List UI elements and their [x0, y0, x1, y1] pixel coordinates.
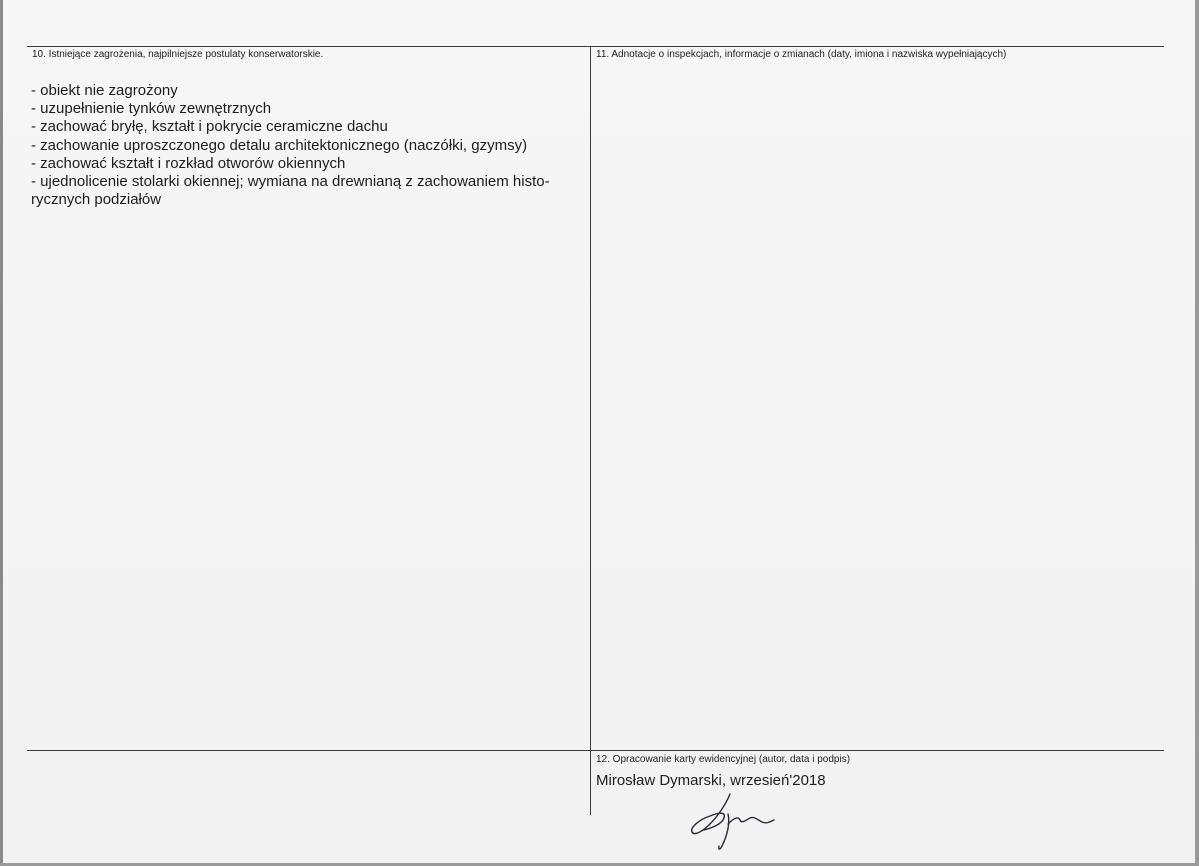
- postulate-line: - zachować kształt i rozkład otworów okiennych: [31, 154, 346, 172]
- scan-edge-left: [0, 0, 3, 866]
- section-11-label: 11. Adnotacje o inspekcjach, informacje o zmianach (daty, imiona i nazwiska wypełniających): [596, 49, 1007, 60]
- postulate-line: - zachować bryłę, kształt i pokrycie ceramiczne dachu: [31, 118, 388, 136]
- postulate-line: - uzupełnienie tynków zewnętrznych: [31, 100, 272, 118]
- section-12-label: 12. Opracowanie karty ewidencyjnej (autor, data i podpis): [596, 754, 851, 765]
- postulate-line: - obiekt nie zagrożony: [31, 82, 178, 99]
- bottom-rule: [27, 750, 1164, 751]
- top-rule: [27, 46, 1164, 47]
- section-10-content: [31, 82, 550, 209]
- author-and-date: Mirosław Dymarski, wrzesień'2018: [596, 772, 826, 789]
- section-10-label: 10. Istniejące zagrożenia, najpilniejsze postulaty konserwatorskie.: [32, 49, 324, 60]
- handwritten-signature: [688, 790, 788, 854]
- column-divider: [590, 46, 591, 815]
- postulate-line: - ujednolicenie stolarki okiennej; wymiana na drewnianą z zachowaniem histo-: [31, 173, 550, 191]
- postulate-line: - zachowanie uproszczonego detalu architektonicznego (naczółki, gzymsy): [31, 136, 528, 154]
- postulate-line: rycznych podziałów: [31, 191, 162, 209]
- scan-edge-right: [1195, 0, 1199, 866]
